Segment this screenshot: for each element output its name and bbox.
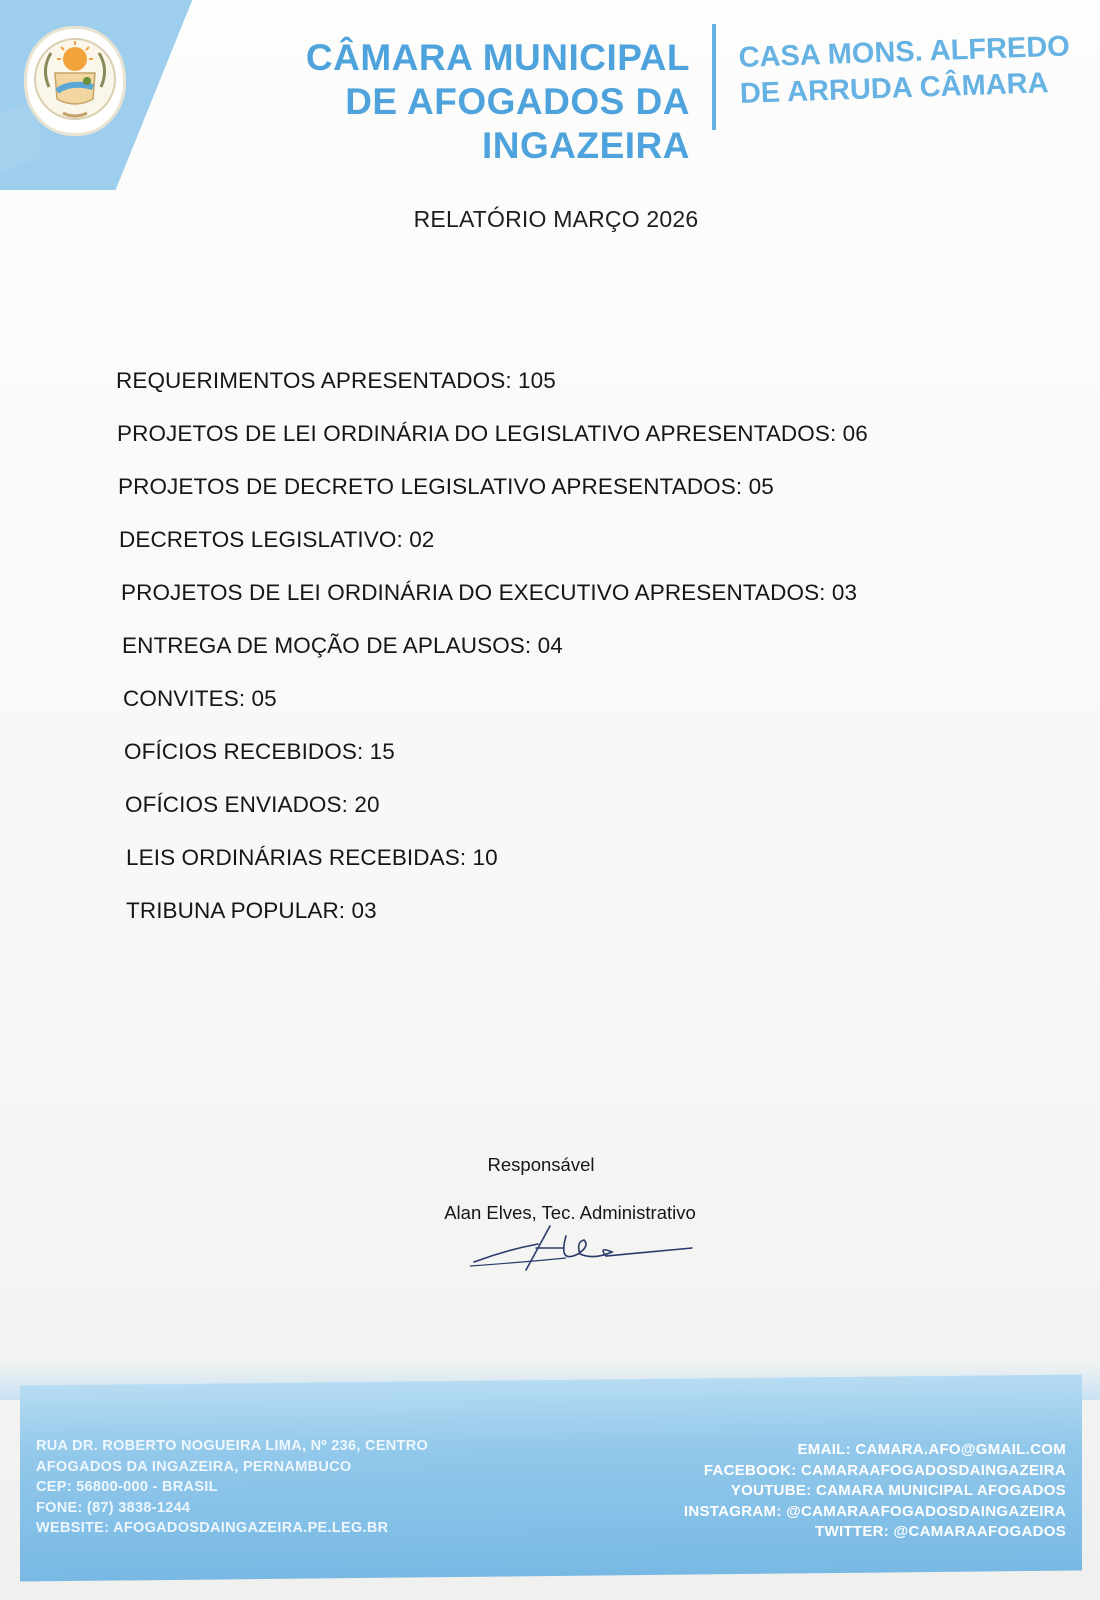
footer-address-line2: AFOGADOS DA INGAZEIRA, PERNAMBUCO [36, 1458, 352, 1475]
report-item: OFÍCIOS ENVIADOS: 20 [125, 792, 380, 817]
report-item: PROJETOS DE DECRETO LEGISLATIVO APRESENTADOS: 05 [118, 474, 774, 499]
report-item: PROJETOS DE LEI ORDINÁRIA DO LEGISLATIVO APRESENTADOS: 06 [117, 421, 868, 446]
footer-facebook: FACEBOOK: CAMARAAFOGADOSDAINGAZEIRA [703, 1461, 1066, 1479]
handwritten-signature [466, 1218, 696, 1282]
footer-youtube: YOUTUBE: CAMARA MUNICIPAL AFOGADOS [730, 1482, 1066, 1499]
institution-name [150, 36, 690, 168]
footer-email: EMAIL: CAMARA.AFO@GMAIL.COM [797, 1441, 1066, 1458]
municipal-seal-icon [24, 26, 126, 136]
report-title: RELATÓRIO MARÇO 2026 [413, 206, 699, 232]
signature-block [400, 1154, 740, 1224]
footer-address [36, 1436, 428, 1539]
footer-cep: CEP: 56800-000 - BRASIL [36, 1479, 218, 1495]
footer-website: WEBSITE: AFOGADOSDAINGAZEIRA.PE.LEG.BR [36, 1520, 389, 1536]
report-items-list [116, 366, 868, 949]
footer-twitter: TWITTER: @CAMARAAFOGADOS [815, 1523, 1066, 1540]
footer-phone: FONE: (87) 3838-1244 [36, 1499, 191, 1516]
report-item: TRIBUNA POPULAR: 03 [126, 898, 377, 923]
institution-name-line2: DE AFOGADOS DA INGAZEIRA [345, 81, 690, 166]
report-item: ENTREGA DE MOÇÃO DE APLAUSOS: 04 [122, 633, 563, 658]
footer-address-line1: RUA DR. ROBERTO NOGUEIRA LIMA, Nº 236, CENTRO [36, 1438, 429, 1454]
report-item: REQUERIMENTOS APRESENTADOS: 105 [116, 368, 556, 393]
header-divider [712, 24, 716, 130]
house-name-line1: CASA MONS. ALFREDO [738, 30, 1071, 74]
footer-instagram: INSTAGRAM: @CAMARAAFOGADOSDAINGAZEIRA [683, 1502, 1066, 1520]
report-item: LEIS ORDINÁRIAS RECEBIDAS: 10 [126, 845, 498, 870]
report-item: CONVITES: 05 [123, 686, 277, 711]
house-name-line2: DE ARRUDA CÂMARA [739, 67, 1050, 110]
report-item: PROJETOS DE LEI ORDINÁRIA DO EXECUTIVO APRESENTADOS: 03 [121, 580, 858, 605]
institution-name-line1: CÂMARA MUNICIPAL [305, 37, 690, 78]
report-item: DECRETOS LEGISLATIVO: 02 [119, 527, 435, 552]
signer-role: Responsável [487, 1154, 595, 1175]
footer-contacts [684, 1440, 1066, 1543]
house-name [738, 28, 1080, 112]
report-item: OFÍCIOS RECEBIDOS: 15 [124, 739, 395, 764]
signer-name: Alan Elves, Tec. Administrativo [444, 1202, 696, 1223]
